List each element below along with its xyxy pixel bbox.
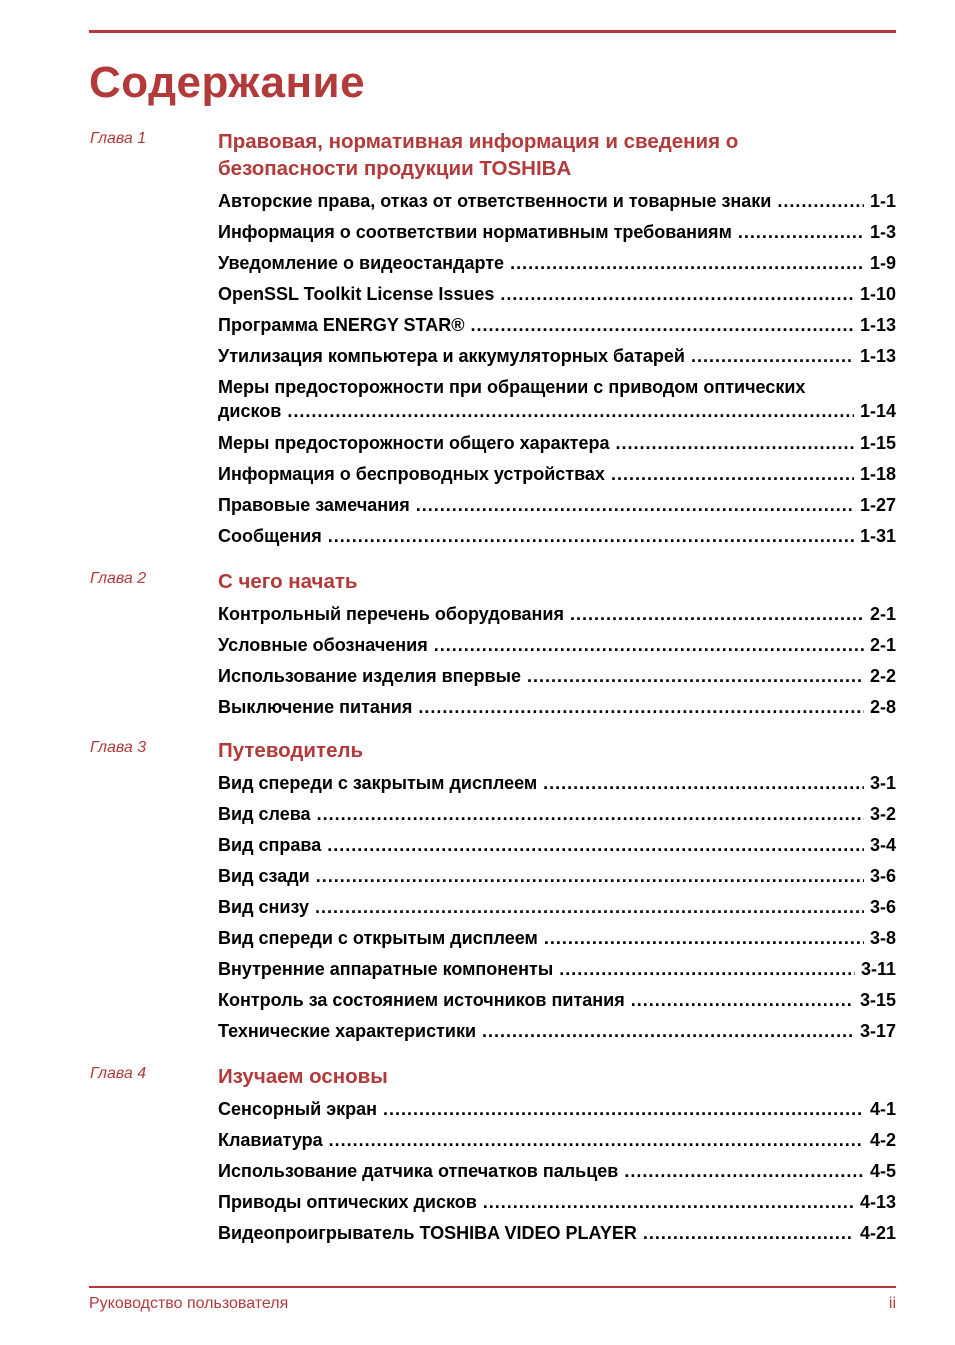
entry-title: Клавиатура (218, 1130, 323, 1150)
entry-page: 1-15 (859, 433, 896, 453)
entry-page: 2-1 (869, 604, 896, 624)
entry-page: 1-13 (859, 315, 896, 335)
dot-leader (383, 1097, 864, 1121)
entry-page: 2-2 (869, 666, 896, 686)
dot-leader (482, 1019, 854, 1043)
toc-entry[interactable] (218, 462, 896, 493)
entry-page: 1-3 (869, 222, 896, 242)
entry-title: Вид спереди с открытым дисплеем (218, 928, 538, 948)
entry-title: Выключение питания (218, 697, 413, 717)
footer-manual-title: Руководство пользователя (89, 1295, 289, 1312)
toc-entry[interactable] (218, 251, 896, 282)
dot-leader (738, 220, 864, 244)
entry-page: 1-1 (869, 191, 896, 211)
toc-entry[interactable] (218, 833, 896, 864)
entry-title: Видеопроигрыватель TOSHIBA VIDEO PLAYER (218, 1223, 637, 1243)
entry-title: Вид сзади (218, 866, 310, 886)
toc-entry[interactable] (218, 189, 896, 220)
toc-entry[interactable] (218, 988, 896, 1019)
toc-entry[interactable] (218, 802, 896, 833)
toc-entry[interactable] (218, 633, 896, 664)
entry-title: Информация о беспроводных устройствах (218, 464, 605, 484)
dot-leader (643, 1221, 854, 1245)
dot-leader (611, 462, 854, 486)
entry-title: Контроль за состоянием источников питания (218, 990, 625, 1010)
toc-entry[interactable] (218, 1221, 896, 1252)
entry-title: Приводы оптических дисков (218, 1192, 477, 1212)
entry-page: 4-21 (859, 1223, 896, 1243)
dot-leader (544, 926, 864, 950)
entry-title: Вид снизу (218, 897, 309, 917)
dot-leader (691, 344, 854, 368)
entry-title-line1: Меры предосторожности при обращении с приводом оптических (218, 377, 806, 397)
dot-leader (510, 251, 864, 275)
entry-title: Контрольный перечень оборудования (218, 604, 564, 624)
toc-entry[interactable] (218, 375, 896, 431)
entry-page: 1-27 (859, 495, 896, 515)
dot-leader (328, 524, 854, 548)
entry-title: Использование датчика отпечатков пальцев (218, 1161, 619, 1181)
dot-leader (624, 1159, 864, 1183)
dot-leader (570, 602, 864, 626)
dot-leader (777, 189, 864, 213)
toc-entry[interactable] (218, 1097, 896, 1128)
toc-entry[interactable] (218, 771, 896, 802)
toc-entry[interactable] (218, 431, 896, 462)
chapter-label: Глава 3 (90, 739, 147, 756)
entry-title: Условные обозначения (218, 635, 428, 655)
entry-title: Сообщения (218, 526, 322, 546)
entry-page: 3-6 (869, 866, 896, 886)
toc-entry[interactable] (218, 220, 896, 251)
dot-leader (483, 1190, 854, 1214)
entry-title: Программа ENERGY STAR® (218, 315, 465, 335)
entry-title: Уведомление о видеостандарте (218, 253, 505, 273)
chapter-2-entries (218, 602, 896, 726)
entry-page: 3-11 (860, 959, 896, 979)
entry-page: 2-8 (869, 697, 896, 717)
toc-entry[interactable] (218, 524, 896, 555)
entry-title: Меры предосторожности общего характера (218, 433, 610, 453)
entry-page: 1-9 (869, 253, 896, 273)
chapter-label: Глава 1 (90, 130, 147, 147)
dot-leader (287, 399, 854, 423)
toc-entry[interactable] (218, 493, 896, 524)
entry-page: 3-2 (869, 804, 896, 824)
entry-page: 3-1 (869, 773, 896, 793)
toc-entry[interactable] (218, 864, 896, 895)
chapter-title[interactable]: Путеводитель (218, 739, 364, 762)
entry-title: Вид спереди с закрытым дисплеем (218, 773, 538, 793)
entry-title: OpenSSL Toolkit License Issues (218, 284, 495, 304)
toc-entry[interactable] (218, 695, 896, 726)
entry-page: 3-6 (869, 897, 896, 917)
toc-entry[interactable] (218, 957, 896, 988)
chapter-title[interactable]: Изучаем основы (218, 1065, 388, 1088)
entry-page: 3-15 (859, 990, 896, 1010)
entry-page: 3-8 (869, 928, 896, 948)
dot-leader (631, 988, 854, 1012)
dot-leader (543, 771, 864, 795)
chapter-title[interactable]: Правовая, нормативная информация и сведения о безопасности продукции TOSHIBA (218, 130, 739, 180)
entry-page: 4-5 (869, 1161, 896, 1181)
entry-page: 4-1 (869, 1099, 896, 1119)
footer-rule (89, 1286, 896, 1288)
entry-page: 2-1 (869, 635, 896, 655)
entry-page: 1-13 (859, 346, 896, 366)
entry-title: Сенсорный экран (218, 1099, 378, 1119)
dot-leader (470, 313, 854, 337)
dot-leader (316, 864, 864, 888)
entry-title: Утилизация компьютера и аккумуляторных батарей (218, 346, 685, 366)
entry-page: 3-4 (869, 835, 896, 855)
entry-page: 1-18 (859, 464, 896, 484)
entry-title-line2: дисков (218, 401, 282, 421)
dot-leader (315, 895, 864, 919)
toc-entry[interactable] (218, 344, 896, 375)
chapter-title[interactable]: С чего начать (218, 570, 358, 593)
entry-title: Правовые замечания (218, 495, 410, 515)
toc-entry[interactable] (218, 1190, 896, 1221)
toc-entry[interactable] (218, 1128, 896, 1159)
entry-title: Вид слева (218, 804, 311, 824)
toc-entry[interactable] (218, 926, 896, 957)
page-title: Содержание (89, 58, 366, 107)
entry-page: 1-10 (859, 284, 896, 304)
entry-title: Использование изделия впервые (218, 666, 521, 686)
dot-leader (416, 493, 854, 517)
entry-title: Внутренние аппаратные компоненты (218, 959, 554, 979)
dot-leader (418, 695, 864, 719)
footer-page-number: ii (888, 1295, 896, 1312)
entry-page: 1-14 (859, 401, 896, 421)
dot-leader (559, 957, 855, 981)
chapter-3-entries (218, 771, 896, 1050)
entry-title: Авторские права, отказ от ответственности и товарные знаки (218, 191, 772, 211)
dot-leader (616, 431, 854, 455)
chapter-4-entries (218, 1097, 896, 1252)
dot-leader (317, 802, 864, 826)
entry-title: Технические характеристики (218, 1021, 477, 1041)
toc-entry[interactable] (218, 895, 896, 926)
dot-leader (500, 282, 854, 306)
dot-leader (329, 1128, 864, 1152)
top-rule (89, 30, 896, 33)
toc-entry[interactable] (218, 1159, 896, 1190)
entry-page: 4-2 (869, 1130, 896, 1150)
toc-entry[interactable] (218, 602, 896, 633)
toc-entry[interactable] (218, 664, 896, 695)
dot-leader (327, 833, 864, 857)
dot-leader (434, 633, 864, 657)
toc-entry[interactable] (218, 282, 896, 313)
toc-entry[interactable] (218, 313, 896, 344)
dot-leader (527, 664, 864, 688)
chapter-1-entries (218, 189, 896, 555)
entry-title: Вид справа (218, 835, 322, 855)
entry-title: Информация о соответствии нормативным требованиям (218, 222, 732, 242)
entry-page: 4-13 (859, 1192, 896, 1212)
entry-page: 1-31 (859, 526, 896, 546)
toc-entry[interactable] (218, 1019, 896, 1050)
entry-page: 3-17 (859, 1021, 896, 1041)
chapter-label: Глава 2 (90, 570, 147, 587)
chapter-label: Глава 4 (90, 1065, 147, 1082)
